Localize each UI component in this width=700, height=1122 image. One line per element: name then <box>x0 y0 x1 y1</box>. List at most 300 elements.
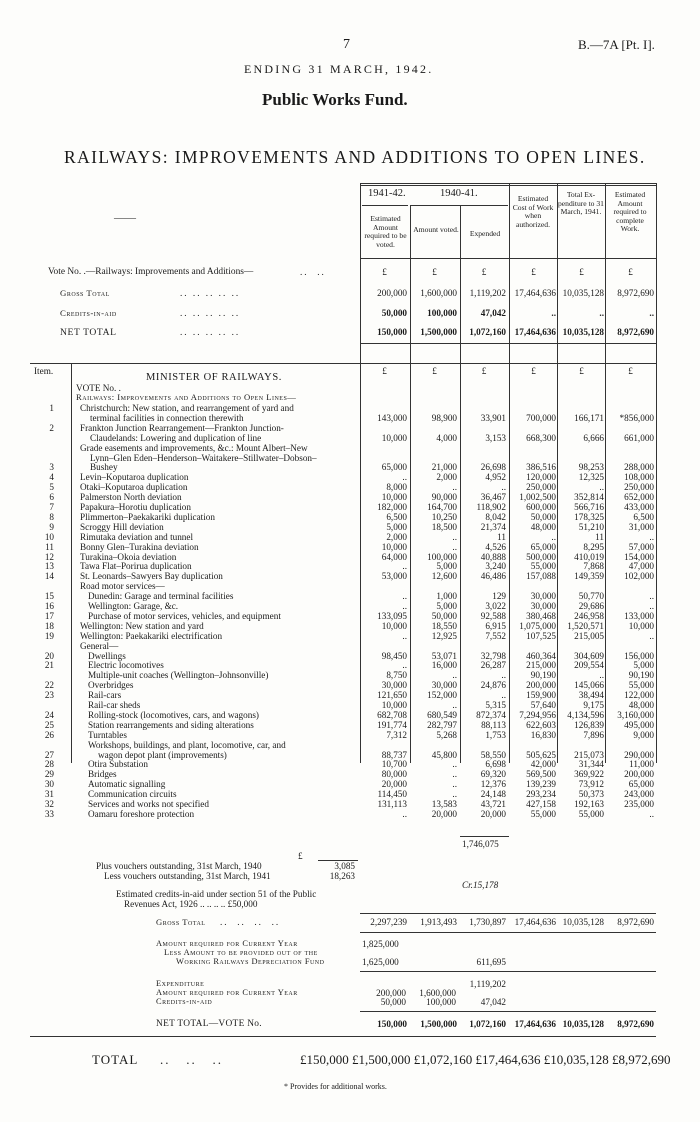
item-1-col2: 98,900 <box>431 412 457 423</box>
item-number: 29 <box>44 769 54 780</box>
item-32-col5: 192,163 <box>574 799 604 809</box>
page-title: RAILWAYS: IMPROVEMENTS AND ADDITIONS TO OPEN LINES. <box>64 147 646 167</box>
item-description: Road motor services— <box>80 581 165 592</box>
item-22-col1: 30,000 <box>381 680 407 691</box>
credits-in-aid-label: Credits-in-aid <box>156 997 213 1006</box>
item-31-col6: 243,000 <box>624 789 654 800</box>
net-total-vote-label: NET TOTAL—VOTE No. <box>156 1019 262 1029</box>
item-33-col2: 20,000 <box>431 808 457 819</box>
summary-row-1-col2: 100,000 <box>427 308 457 318</box>
item-17-col6: 133,000 <box>624 610 654 621</box>
less-vouchers-label: Less vouchers outstanding, 31st March, 1941 <box>104 871 271 881</box>
item-13-col2: 5,000 <box>436 561 457 572</box>
item-description: Electric locomotives <box>88 660 164 671</box>
item-2-col1: 10,000 <box>381 432 407 443</box>
item-33-col4: 55,000 <box>530 808 556 819</box>
grand-total-values: £150,000 £1,500,000 £1,072,160 £17,464,636 £10,035,128 £8,972,690 <box>300 1052 671 1067</box>
item-25-col5: 126,839 <box>574 719 604 730</box>
item-14-col4: 157,088 <box>526 571 556 582</box>
item-27-col4: 505,625 <box>526 749 556 760</box>
vote-label: Vote No. .—Railways: Improvements and Additions— <box>48 267 254 277</box>
item-description: Rail-car sheds <box>88 700 141 710</box>
item-x23-col4: 90,190 <box>530 670 556 681</box>
leader-dots: .. .. .. .. .. <box>180 327 241 337</box>
item-1-col6: *856,000 <box>619 412 654 423</box>
item-26-col6: 9,000 <box>633 729 654 740</box>
item-8-col2: 10,250 <box>431 511 457 522</box>
item-description: Dwellings <box>88 650 126 661</box>
item-description: Bonny Glen–Turakina deviation <box>80 541 199 552</box>
item-12-col4: 500,000 <box>526 551 556 562</box>
item-7-col6: 433,000 <box>624 502 654 512</box>
item-20-col1: 98,450 <box>381 650 407 661</box>
item-8-col3: 8,042 <box>485 511 506 522</box>
item-19-col4: 107,525 <box>526 630 556 641</box>
item-24-col3: 872,374 <box>476 709 506 720</box>
item-7-col5: 566,716 <box>574 502 604 512</box>
item-31-col2: .. <box>452 789 457 800</box>
item-20-col4: 460,364 <box>526 650 556 661</box>
item-number: 24 <box>44 709 54 720</box>
year-1942-rule <box>362 205 408 206</box>
detail-top-rule <box>30 363 656 364</box>
summary-row-1-col1: 50,000 <box>381 308 407 318</box>
item-19-col3: 7,552 <box>485 630 506 641</box>
item-number: 18 <box>44 620 54 631</box>
depreciation-value: 1,625,000 <box>362 957 399 967</box>
col-total-exp: Total Ex- penditure to 31 March, 1941. <box>558 190 604 217</box>
item-description: Wellington: Paekakariki electrification <box>80 630 223 641</box>
item-15-col3: 129 <box>492 591 506 602</box>
item-11-col4: 65,000 <box>530 541 556 552</box>
net-top-rule <box>360 1011 656 1012</box>
item-18-col2: 18,550 <box>431 620 457 631</box>
item-9-col1: 5,000 <box>386 521 407 532</box>
item-7-col2: 164,700 <box>427 502 457 512</box>
item-number: 16 <box>44 601 54 611</box>
item-25-col2: 282,797 <box>427 719 457 730</box>
item-30-col4: 139,239 <box>526 779 556 790</box>
summary-bottom-rule <box>360 343 656 344</box>
item-22-col5: 145,066 <box>574 680 604 691</box>
item-27-col5: 215,073 <box>574 749 604 760</box>
item-26-col1: 7,312 <box>386 729 407 740</box>
item-16-col3: 3,022 <box>485 601 506 611</box>
item-24-col6: 3,160,000 <box>617 709 654 720</box>
item-3-col5: 98,253 <box>578 462 604 473</box>
item-18-col6: 10,000 <box>628 620 654 631</box>
item-19-col2: 12,925 <box>431 630 457 641</box>
item-number: 12 <box>44 551 54 562</box>
item-20-col2: 53,071 <box>431 650 457 661</box>
item-2-col3: 3,153 <box>485 432 506 443</box>
item-30-col2: .. <box>452 779 457 790</box>
item-20-col5: 304,609 <box>574 650 604 661</box>
item-29-col2: .. <box>452 769 457 780</box>
item-10-col4: .. <box>551 531 556 542</box>
credits-note-2: Revenues Act, 1926 .. .. .. .. £50,000 <box>124 899 258 909</box>
item-number: 26 <box>44 729 54 740</box>
item-16-col1: .. <box>402 601 407 611</box>
item-10-col6: .. <box>649 531 654 542</box>
item-32-col1: 131,113 <box>377 799 407 809</box>
leader-dots: .. .. .. <box>160 1052 223 1067</box>
item-1-col5: 166,171 <box>574 412 604 423</box>
item-30-col1: 20,000 <box>381 779 407 790</box>
col-rule-5 <box>557 183 558 763</box>
gross-total-label: Gross Total <box>156 917 206 927</box>
item-number: 4 <box>49 472 54 483</box>
item-10-col5: 11 <box>595 531 604 542</box>
item-15-col1: .. <box>402 591 407 602</box>
item-description: Lynn–Glen Eden–Henderson–Waitakere–Stillwater–Dobson– <box>90 452 317 463</box>
item-3-col1: 65,000 <box>381 462 407 473</box>
depreciation-expended: 611,695 <box>476 957 506 967</box>
summary-row-0-col4: 17,464,636 <box>514 288 556 298</box>
summary-row-1-col5: .. <box>599 308 604 318</box>
item-description: terminal facilities in connection therewith <box>90 412 244 423</box>
item-x23-col3: .. <box>501 670 506 681</box>
item-x26-col3: 5,315 <box>485 700 506 710</box>
net-total-col5: 10,035,128 <box>562 1019 604 1029</box>
summary-row-label: Credits-in-aid <box>60 308 117 318</box>
item-21-col1: .. <box>402 660 407 671</box>
item-27-col6: 290,000 <box>624 749 654 760</box>
exp-credits-1941: 100,000 <box>426 997 456 1007</box>
currency-symbol: £ <box>531 366 536 376</box>
col-est-complete: Estimated Amount required to complete Work. <box>613 190 647 234</box>
item-29-col4: 569,500 <box>526 769 556 780</box>
currency-symbol: £ <box>382 366 387 376</box>
item-number: 13 <box>44 561 54 572</box>
item-5-col6: 250,000 <box>624 482 654 493</box>
item-7-col4: 600,000 <box>526 502 556 512</box>
col-amount-voted: Amount voted. <box>413 225 459 234</box>
item-number: 17 <box>44 610 54 621</box>
net-total-col1: 150,000 <box>377 1019 407 1029</box>
col-est-required: Estimated Amount required to be voted. <box>364 214 407 249</box>
item-9-col5: 51,210 <box>578 521 604 532</box>
item-description: Levin–Koputaroa duplication <box>80 472 189 483</box>
depreciation-fund-label: Working Railways Depreciation Fund <box>176 957 325 966</box>
item-4-col3: 4,952 <box>485 472 506 483</box>
item-24-col1: 682,708 <box>377 709 407 720</box>
leader-dots: .. .. .. .. .. <box>180 308 241 318</box>
item-2-col6: 661,000 <box>624 432 654 443</box>
item-29-col5: 369,922 <box>574 769 604 780</box>
currency-symbol: £ <box>481 267 487 277</box>
item-number: 19 <box>44 630 54 641</box>
voucher-rule <box>318 860 358 861</box>
item-9-col2: 18,500 <box>431 521 457 532</box>
item-description: Workshops, buildings, and plant, locomotive, car, and <box>88 739 286 750</box>
voucher-pound: £ <box>298 851 303 861</box>
item-25-col3: 88,113 <box>481 719 506 730</box>
item-25-col6: 495,000 <box>624 719 654 730</box>
item-number: 11 <box>45 541 54 552</box>
gross-bottom-rule <box>360 932 656 933</box>
item-description: General— <box>80 640 119 651</box>
col-rule-7 <box>656 183 657 763</box>
item-23-col2: 152,000 <box>427 690 457 701</box>
summary-row-2-col5: 10,035,128 <box>562 327 604 337</box>
fund-title: Public Works Fund. <box>262 90 408 109</box>
item-17-col5: 246,958 <box>574 610 604 621</box>
item-31-col1: 114,450 <box>377 789 407 800</box>
item-15-col2: 1,000 <box>436 591 457 602</box>
header-dash: —— <box>114 212 136 224</box>
item-28-col6: 11,000 <box>629 759 654 770</box>
item-description: Wellington: Garage, &c. <box>88 601 179 611</box>
item-28-col2: .. <box>452 759 457 770</box>
item-16-col5: 29,686 <box>578 601 604 611</box>
summary-row-0-col6: 8,972,690 <box>617 288 654 298</box>
item-32-col2: 13,583 <box>431 799 457 809</box>
net-total-col6: 8,972,690 <box>617 1019 654 1029</box>
currency-symbol: £ <box>579 267 584 277</box>
item-number: 23 <box>44 690 54 701</box>
net-total-col2: 1,500,000 <box>420 1019 457 1029</box>
item-1-col3: 33,901 <box>480 412 506 423</box>
item-33-col3: 20,000 <box>480 808 506 819</box>
item-2-col2: 4,000 <box>436 432 457 443</box>
item-description: Services and works not specified <box>88 799 209 809</box>
item-number: 10 <box>44 531 54 542</box>
item-11-col5: 8,295 <box>583 541 604 552</box>
item-2-col4: 668,300 <box>526 432 556 443</box>
item-23-col1: 121,650 <box>377 690 407 701</box>
item-17-col3: 92,588 <box>480 610 506 621</box>
item-number: 32 <box>44 799 54 809</box>
item-number: 28 <box>44 759 54 770</box>
currency-symbol: £ <box>432 366 437 376</box>
section-heading: Railways: Improvements and Additions to Open Lines— <box>76 392 297 402</box>
item-27-col1: 88,737 <box>381 749 407 760</box>
item-col-rule <box>71 363 72 763</box>
item-12-col3: 40,888 <box>480 551 506 562</box>
item-32-col3: 43,721 <box>480 799 506 809</box>
item-31-col4: 293,234 <box>526 789 556 800</box>
item-30-col5: 73,912 <box>578 779 604 790</box>
item-5-col5: .. <box>599 482 604 493</box>
col-rule-1 <box>360 183 361 763</box>
item-6-col5: 352,814 <box>574 492 604 503</box>
item-6-col1: 10,000 <box>381 492 407 503</box>
item-21-col5: 209,554 <box>574 660 604 671</box>
currency-symbol: £ <box>579 366 584 376</box>
item-number: 5 <box>49 482 54 493</box>
item-20-col3: 32,798 <box>480 650 506 661</box>
item-14-col5: 149,359 <box>574 571 604 582</box>
plus-vouchers-value: 3,085 <box>334 861 355 871</box>
item-10-col2: .. <box>452 531 457 542</box>
item-description: wagon depot plant (improvements) <box>98 749 227 760</box>
item-4-col6: 108,000 <box>624 472 654 483</box>
item-5-col4: 250,000 <box>526 482 556 493</box>
item-31-col3: 24,148 <box>480 789 506 800</box>
item-4-col1: .. <box>402 472 407 483</box>
item-6-col3: 36,467 <box>480 492 506 503</box>
item-23-col6: 122,000 <box>624 690 654 701</box>
item-7-col3: 118,902 <box>476 502 506 512</box>
item-12-col5: 410,019 <box>574 551 604 562</box>
item-description: Scroggy Hill deviation <box>80 521 164 532</box>
item-19-col6: .. <box>649 630 654 641</box>
item-18-col3: 6,915 <box>485 620 506 631</box>
item-19-col5: 215,005 <box>574 630 604 641</box>
item-number: 3 <box>49 462 54 473</box>
col-expended: Expended <box>469 229 501 238</box>
item-24-col4: 7,294,956 <box>519 709 556 720</box>
gross-total-col4: 17,464,636 <box>514 917 556 927</box>
expenditure-value: 1,119,202 <box>469 979 506 989</box>
credits-note-1: Estimated credits-in-aid under section 51 of the Public <box>116 889 317 899</box>
item-number: 30 <box>44 779 54 790</box>
item-4-col5: 12,325 <box>578 472 604 483</box>
summary-row-1-col4: .. <box>551 308 556 318</box>
item-27-col3: 58,550 <box>480 749 506 760</box>
item-16-col2: 5,000 <box>436 601 457 611</box>
item-number: 9 <box>49 521 54 532</box>
item-number: 6 <box>49 492 54 503</box>
item-description: Rail-cars <box>88 690 122 701</box>
item-x26-col6: 48,000 <box>628 700 654 710</box>
item-x23-col1: 8,750 <box>386 670 407 681</box>
year-1942-label: 1941-42. <box>368 188 406 199</box>
item-27-col2: 45,800 <box>431 749 457 760</box>
item-3-col6: 288,000 <box>624 462 654 473</box>
item-description: Palmerston North deviation <box>80 492 182 503</box>
item-x23-col2: .. <box>452 670 457 681</box>
item-number: 22 <box>44 680 54 691</box>
gross-total-col6: 8,972,690 <box>617 917 654 927</box>
item-description: Wellington: New station and yard <box>80 620 204 631</box>
item-6-col4: 1,002,500 <box>519 492 556 503</box>
item-number: 21 <box>44 660 54 671</box>
item-5-col1: 8,000 <box>386 482 407 493</box>
minister-heading: MINISTER OF RAILWAYS. <box>146 372 282 383</box>
subtotal-rule <box>460 836 509 837</box>
leader-dots: .. .. <box>300 267 326 277</box>
item-number: 8 <box>49 511 54 522</box>
year-1941-label: 1940-41. <box>440 188 478 199</box>
item-17-col4: 380,468 <box>526 610 556 621</box>
item-description: Multiple-unit coaches (Wellington–Johnsonville) <box>88 670 269 681</box>
header-bottom-rule <box>360 258 656 259</box>
currency-symbol: £ <box>628 366 633 376</box>
item-18-col1: 10,000 <box>381 620 407 631</box>
item-22-col4: 200,000 <box>526 680 556 691</box>
summary-row-2-col6: 8,972,690 <box>617 327 654 337</box>
item-17-col2: 50,000 <box>431 610 457 621</box>
item-21-col3: 26,287 <box>480 660 506 671</box>
item-9-col4: 48,000 <box>530 521 556 532</box>
less-vouchers-value: 18,263 <box>329 871 355 881</box>
less-amount-label: Less Amount to be provided out of the <box>164 948 318 957</box>
item-23-col4: 159,900 <box>526 690 556 701</box>
item-28-col3: 6,698 <box>485 759 506 770</box>
item-number: 2 <box>49 422 54 433</box>
item-26-col5: 7,896 <box>583 729 604 740</box>
item-15-col5: 50,770 <box>578 591 604 602</box>
currency-symbol: £ <box>531 267 536 277</box>
item-5-col3: .. <box>501 482 506 493</box>
item-13-col6: 47,000 <box>628 561 654 572</box>
item-8-col4: 50,000 <box>530 511 556 522</box>
amount-bottom-rule <box>360 971 656 972</box>
item-12-col2: 100,000 <box>427 551 457 562</box>
item-1-col4: 700,000 <box>526 412 556 423</box>
item-description: Claudelands: Lowering and duplication of line <box>90 432 262 443</box>
item-10-col1: 2,000 <box>386 531 407 542</box>
gross-total-col3: 1,730,897 <box>469 917 506 927</box>
item-30-col6: 65,000 <box>628 779 654 790</box>
amount-required-label: Amount required for Current Year <box>156 939 298 948</box>
item-description: Purchase of motor services, vehicles, and equipment <box>88 610 281 621</box>
currency-symbol: £ <box>481 366 487 376</box>
item-number: 33 <box>44 808 54 819</box>
item-8-col1: 6,500 <box>386 511 407 522</box>
item-7-col1: 182,000 <box>377 502 407 512</box>
item-13-col4: 55,000 <box>530 561 556 572</box>
item-description: Station rearrangements and siding alterations <box>88 719 254 730</box>
item-10-col3: 11 <box>497 531 506 542</box>
item-description: Tawa Flat–Porirua duplication <box>80 561 192 572</box>
item-description: Plimmerton–Paekakariki duplication <box>80 511 215 522</box>
gross-total-col5: 10,035,128 <box>562 917 604 927</box>
item-22-col6: 55,000 <box>628 680 654 691</box>
item-23-col3: .. <box>501 690 506 701</box>
amount-current-label: Amount required for Current Year <box>156 988 298 997</box>
voucher-credit: Cr.15,178 <box>462 880 499 890</box>
item-description: St. Leonards–Sawyers Bay duplication <box>80 571 223 582</box>
expenditure-label: Expenditure <box>156 979 205 988</box>
item-description: Papakura–Horotiu duplication <box>80 502 191 512</box>
currency-symbol: £ <box>382 267 387 277</box>
exp-current-1941: 1,600,000 <box>419 988 456 998</box>
item-13-col1: .. <box>402 561 407 572</box>
item-x26-col4: 57,640 <box>530 700 556 710</box>
exp-current-1942: 200,000 <box>376 988 406 998</box>
col-est-cost: Estimated Cost of Work when authorized. <box>512 194 554 229</box>
item-x26-col5: 9,175 <box>583 700 604 710</box>
item-26-col3: 1,753 <box>485 729 506 740</box>
item-number: 27 <box>44 749 54 760</box>
item-33-col5: 55,000 <box>578 808 604 819</box>
summary-row-label: Gross Total <box>60 288 110 298</box>
item-18-col4: 1,075,000 <box>519 620 556 631</box>
item-description: Automatic signalling <box>88 779 166 790</box>
item-21-col6: 5,000 <box>633 660 654 671</box>
plus-vouchers-label: Plus vouchers outstanding, 31st March, 1940 <box>96 861 262 871</box>
item-21-col2: 16,000 <box>431 660 457 671</box>
item-5-col2: .. <box>452 482 457 493</box>
item-x23-col5: .. <box>599 670 604 681</box>
item-28-col1: 10,700 <box>381 759 407 770</box>
item-30-col3: 12,376 <box>480 779 506 790</box>
item-20-col6: 156,000 <box>624 650 654 661</box>
item-11-col2: .. <box>452 541 457 552</box>
item-description: Bridges <box>88 769 117 780</box>
item-6-col6: 652,000 <box>624 492 654 503</box>
item-description: Rimutaka deviation and tunnel <box>80 531 194 542</box>
item-description: Frankton Junction Rearrangement—Frankton Junction- <box>80 422 284 433</box>
item-8-col6: 6,500 <box>633 511 654 522</box>
item-3-col2: 21,000 <box>431 462 457 473</box>
item-14-col2: 12,600 <box>431 571 457 582</box>
item-11-col3: 4,526 <box>485 541 506 552</box>
exp-credits-expended: 47,042 <box>480 997 506 1007</box>
